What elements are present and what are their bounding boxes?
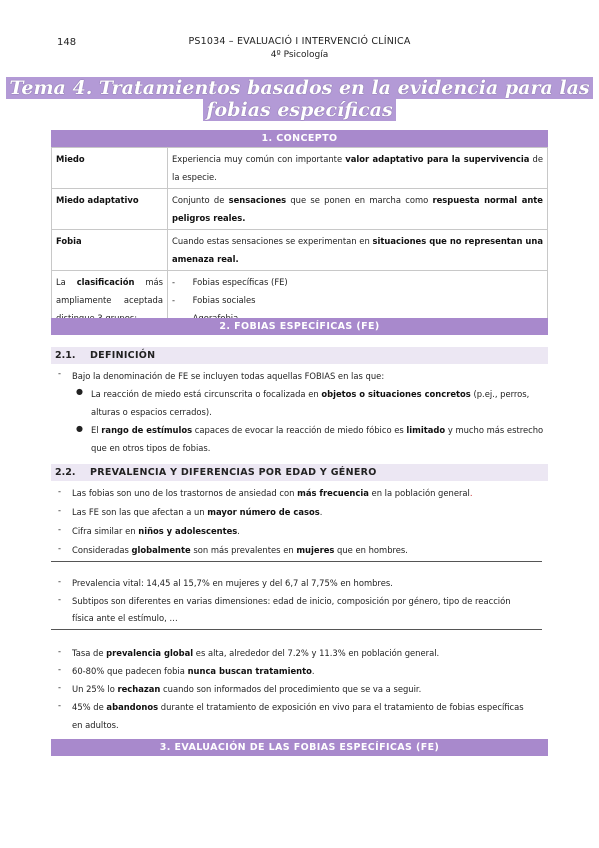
subsection-header-prevalencia — [51, 464, 548, 481]
concept-table — [51, 147, 548, 330]
list-item: Tasa de prevalencia global es alta, alrededor del 7.2% y 11.3% en población general. — [72, 648, 440, 658]
list-item-continuation: en adultos. — [72, 720, 119, 730]
list-item: Consideradas globalmente son más prevalentes en mujeres que en hombres. — [72, 545, 408, 555]
divider — [51, 561, 542, 562]
list-item: Subtipos son diferentes en varias dimensiones: edad de inicio, composición por género, tipo de reacción — [72, 596, 511, 606]
list-item-continuation: alturas o espacios cerrados). — [91, 407, 212, 417]
table-row — [52, 148, 548, 189]
dash-bullet: - — [58, 576, 62, 586]
term-cell: La clasificación más ampliamente aceptada — [52, 271, 168, 330]
bullet-dot: ● — [76, 424, 83, 433]
list-item: Prevalencia vital: 14,45 al 15,7% en mujeres y del 6,7 al 7,75% en hombres. — [72, 578, 393, 588]
list-item: La reacción de miedo está circunscrita o focalizada en objetos o situaciones concretos (p.ej., perros, — [91, 389, 530, 399]
page-number: 148 — [57, 37, 77, 48]
list-item: 45% de abandonos durante el tratamiento de exposición en vivo para el tratamiento de fobias específicas — [72, 702, 524, 712]
list-item: Cifra similar en niños y adolescentes. — [72, 526, 240, 536]
list-item: Las fobias son uno de los trastornos de ansiedad con más frecuencia en la población general. — [72, 488, 473, 498]
dash-bullet: - — [58, 646, 62, 656]
dash-bullet: - — [58, 543, 62, 553]
definition-cell: Conjunto de sensaciones que se ponen en marcha como respuesta normal ante peligros reales. — [168, 189, 548, 230]
section-header-evaluacion: 3. EVALUACIÓN DE LAS FOBIAS ESPECÍFICAS (FE) — [51, 739, 548, 756]
section-header-concepto: 1. CONCEPTO — [51, 130, 548, 147]
dash-bullet: - — [58, 594, 62, 604]
list-item: Bajo la denominación de FE se incluyen todas aquellas FOBIAS en las que: — [72, 371, 385, 381]
bullet-dot: ● — [76, 387, 83, 396]
dash-bullet: - — [58, 368, 62, 378]
list-item: 60-80% que padecen fobia nunca buscan tratamiento. — [72, 666, 315, 676]
list-item: - Fobias específicas (FE) — [172, 277, 288, 287]
definition-cell: Cuando estas sensaciones se experimentan en situaciones que no representan una amenaza real. — [168, 230, 548, 271]
list-item-continuation: física ante el estímulo, … — [72, 613, 178, 623]
divider — [51, 629, 542, 630]
header-course: PS1034 – EVALUACIÓ I INTERVENCIÓ CLÍNICA — [188, 36, 411, 47]
subsection-header-definicion — [51, 347, 548, 364]
list-item-continuation: que en otros tipos de fobias. — [91, 443, 211, 453]
list-item: El rango de estímulos capaces de evocar la reacción de miedo fóbico es limitado y mucho más estrecho — [91, 425, 544, 435]
list-item: Un 25% lo rechazan cuando son informados del procedimiento que se va a seguir. — [72, 684, 422, 694]
title-line-2: fobias específicas — [0, 99, 599, 121]
subsection-title: DEFINICIÓN — [90, 350, 156, 361]
table-row — [52, 189, 548, 230]
term-cell: Miedo — [52, 148, 168, 189]
table-row — [52, 230, 548, 271]
dash-bullet: - — [58, 486, 62, 496]
list-item: - Fobias sociales — [172, 295, 256, 305]
dash-bullet: - — [58, 505, 62, 515]
section-header-fobias: 2. FOBIAS ESPECÍFICAS (FE) — [51, 318, 548, 335]
dash-bullet: - — [58, 524, 62, 534]
dash-bullet: - — [58, 700, 62, 710]
term-cell: Miedo adaptativo — [52, 189, 168, 230]
dash-bullet: - — [58, 682, 62, 692]
subsection-number: 2.2. — [55, 467, 76, 478]
title-line-1: Tema 4. Tratamientos basados en la evidencia para las — [0, 77, 599, 99]
subsection-number: 2.1. — [55, 350, 76, 361]
term-cell: Fobia — [52, 230, 168, 271]
dash-bullet: - — [58, 664, 62, 674]
definition-cell: Experiencia muy común con importante valor adaptativo para la supervivencia de la especie. — [168, 148, 548, 189]
subsection-title: PREVALENCIA Y DIFERENCIAS POR EDAD Y GÉNERO — [90, 467, 377, 478]
list-item: Las FE son las que afectan a un mayor número de casos. — [72, 507, 323, 517]
header-subtitle: 4º Psicología — [270, 50, 329, 60]
